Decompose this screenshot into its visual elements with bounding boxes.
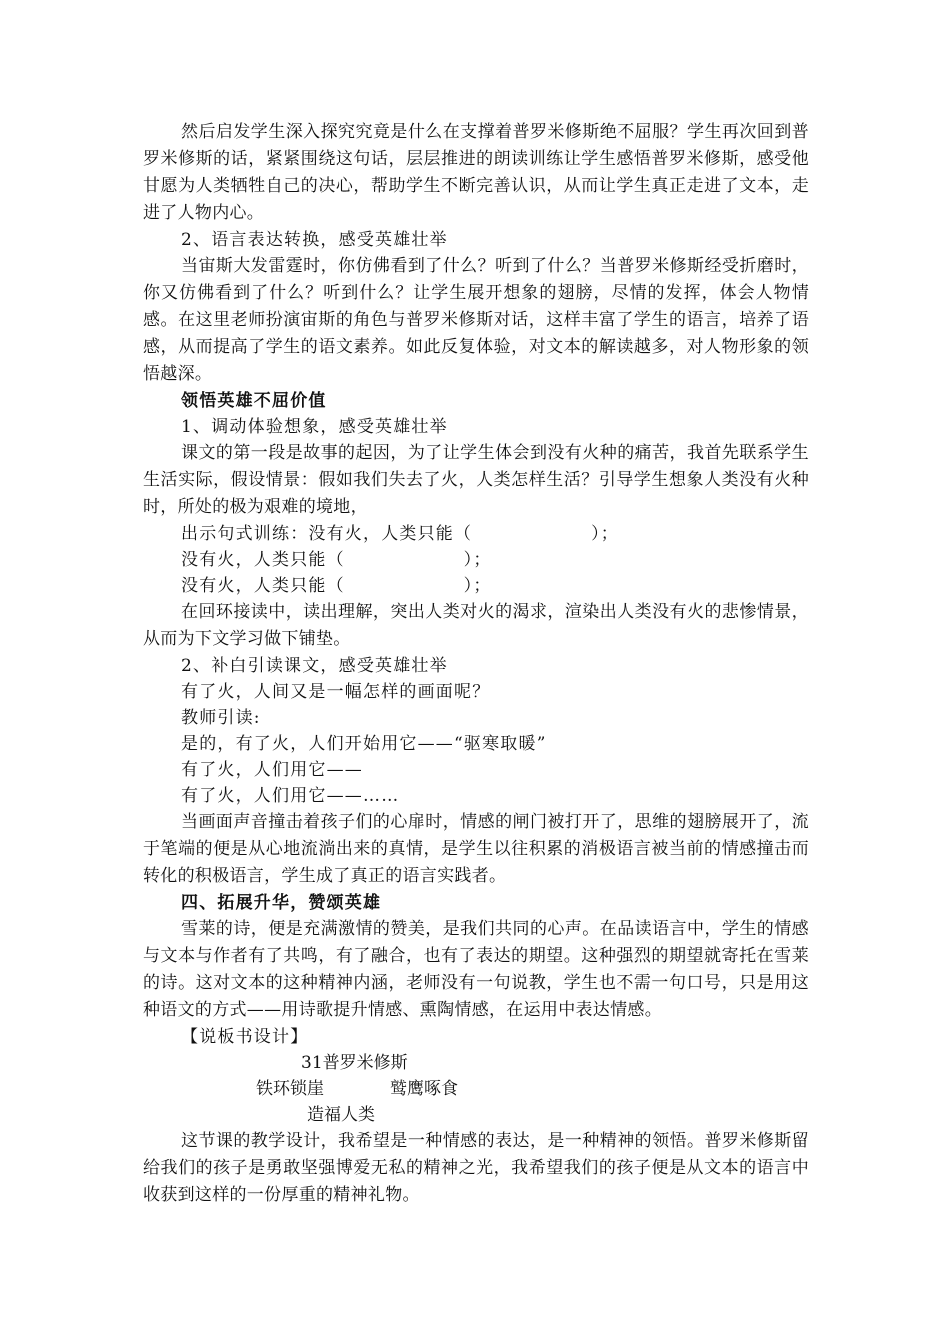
line-with-fire-question: 有了火，人间又是一幅怎样的画面呢？ [181, 682, 491, 702]
board-title: 31普罗米修斯 [301, 1053, 408, 1073]
sentence-drill-2: 没有火，人类只能（ ）； [181, 550, 492, 570]
sentence-drill-1: 出示句式训练：没有火，人类只能（ ）； [181, 524, 619, 544]
heading-board-design: 【说板书设计】 [181, 1027, 309, 1047]
paragraph-emotion-gate: 当画面声音撞击着孩子们的心扉时，情感的闸门被打开了，思维的翅膀展开了，流于笔端的便是从心地流淌出来的真情，是学生以往积累的消极语言被当前的情感撞击而转化的积极语言，学生成了真正的语言实践者。 [143, 812, 809, 886]
paragraph-round-reading: 在回环接读中，读出理解，突出人类对火的渴求，渲染出人类没有火的悲惨情景，从而为下文学习做下铺垫。 [143, 602, 809, 649]
heading-extension: 四、拓展升华，赞颂英雄 [181, 893, 382, 913]
board-item-benefit: 造福人类 [307, 1105, 375, 1125]
paragraph-conclusion: 这节课的教学设计，我希望是一种情感的表达，是一种精神的领悟。普罗米修斯留给我们的孩子是勇敢坚强博爱无私的精神之光，我希望我们的孩子便是从文本的语言中收获到这样的一份厚重的精神礼物。 [143, 1131, 809, 1205]
board-item-eagle: 鹫鹰啄食 [390, 1079, 458, 1099]
subheading-guided-reading: 2、补白引读课文，感受英雄壮举 [181, 656, 448, 676]
paragraph-zeus-dialogue: 当宙斯大发雷霆时，你仿佛看到了什么？听到了什么？当普罗米修斯经受折磨时，你又仿佛看到了什么？听到什么？让学生展开想象的翅膀，尽情的发挥，体会人物情感。在这里老师扮演宙斯的角色与普罗米修斯对话，这样丰富了学生的语言，培养了语感，从而提高了学生的语文素养。如此反复体验，对文本的解读越多，对人物形象的领悟越深。 [143, 256, 809, 384]
line-with-fire-1: 是的，有了火，人们开始用它——“驱寒取暖” [181, 734, 547, 754]
subheading-language-conversion: 2、语言表达转换，感受英雄壮举 [181, 230, 448, 250]
subheading-experience-imagination: 1、调动体验想象，感受英雄壮举 [181, 417, 448, 437]
line-teacher-guide: 教师引读: [181, 708, 261, 728]
paragraph-shelley-poem: 雪莱的诗，便是充满激情的赞美，是我们共同的心声。在品读语言中，学生的情感与文本与作者有了共鸣，有了融合，也有了表达的期望。这种强烈的期望就寄托在雪莱的诗。这对文本的这种精神内涵，老师没有一句说教，学生也不需一句口号，只是用这种语文的方式——用诗歌提升情感、熏陶情感，在运用中表达情感。 [143, 919, 809, 1020]
paragraph-no-fire: 课文的第一段是故事的起因，为了让学生体会到没有火种的痛苦，我首先联系学生生活实际，假设情景：假如我们失去了火，人类怎样生活？引导学生想象人类没有火种时，所处的极为艰难的境地， [143, 443, 809, 517]
line-with-fire-2: 有了火，人们用它—— [181, 760, 363, 780]
board-row [256, 1076, 950, 1102]
heading-unyielding-value: 领悟英雄不屈价值 [181, 391, 327, 411]
line-with-fire-3: 有了火，人们用它——…… [181, 786, 400, 806]
paragraph-inquiry: 然后启发学生深入探究究竟是什么在支撑着普罗米修斯绝不屈服？学生再次回到普罗米修斯的话，紧紧围绕这句话，层层推进的朗读训练让学生感悟普罗米修斯，感受他甘愿为人类牺牲自己的决心，帮助学生不断完善认识，从而让学生真正走进了文本，走进了人物内心。 [143, 122, 809, 223]
board-item-chained: 铁环锁崖 [256, 1079, 324, 1099]
sentence-drill-3: 没有火，人类只能（ ）； [181, 576, 492, 596]
